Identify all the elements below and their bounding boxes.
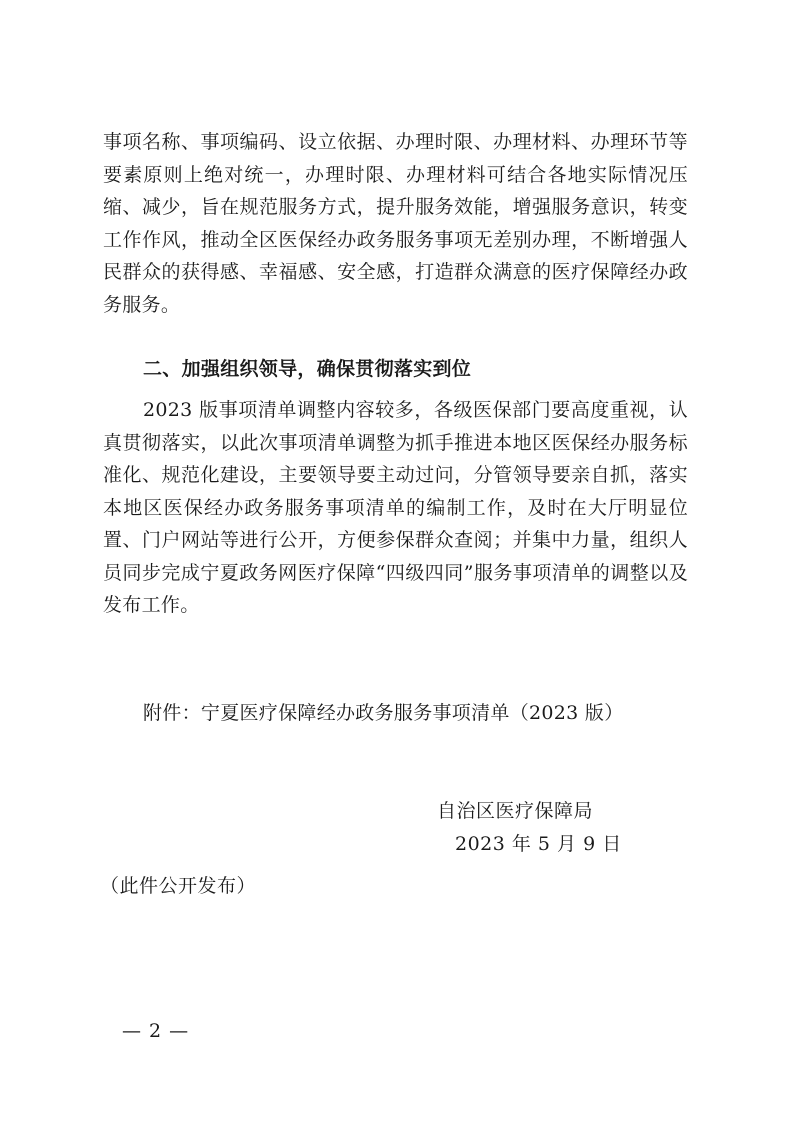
page-number: — 2 —: [122, 1020, 190, 1042]
attachment-line: 附件：宁夏医疗保障经办政务服务事项清单（2023 版）: [143, 702, 624, 724]
body-paragraph-2: 2023 版事项清单调整内容较多，各级医保部门要高度重视，认真贯彻落实，以此次事项清单调整为抓手推进本地区医保经办服务标准化、规范化建设，主要领导要主动过问，分管领导要亲自抓，落实本地区医保经办政务服务事项清单的编制工作，及时在大厅明显位置、门户网站等进行公开，方便参保群众查阅；并集中力量，组织人员同步完成宁夏政务网医疗保障“四级四同”服务事项清单的调整以及发布工作。: [103, 399, 688, 616]
section-heading-2: 二、加强组织领导，确保贯彻落实到位: [143, 358, 472, 380]
body-paragraph-1: 事项名称、事项编码、设立依据、办理时限、办理材料、办理环节等要素原则上绝对统一，办理时限、办理材料可结合各地实际情况压缩、减少，旨在规范服务方式，提升服务效能，增强服务意识，转变工作作风，推动全区医保经办政务服务事项无差别办理，不断增强人民群众的获得感、幸福感、安全感，打造群众满意的医疗保障经办政务服务。: [103, 131, 688, 316]
issue-date: 2023 年 5 月 9 日: [455, 833, 622, 855]
issuer-signature: 自治区医疗保障局: [437, 800, 594, 822]
publication-note: （此件公开发布）: [100, 875, 257, 897]
